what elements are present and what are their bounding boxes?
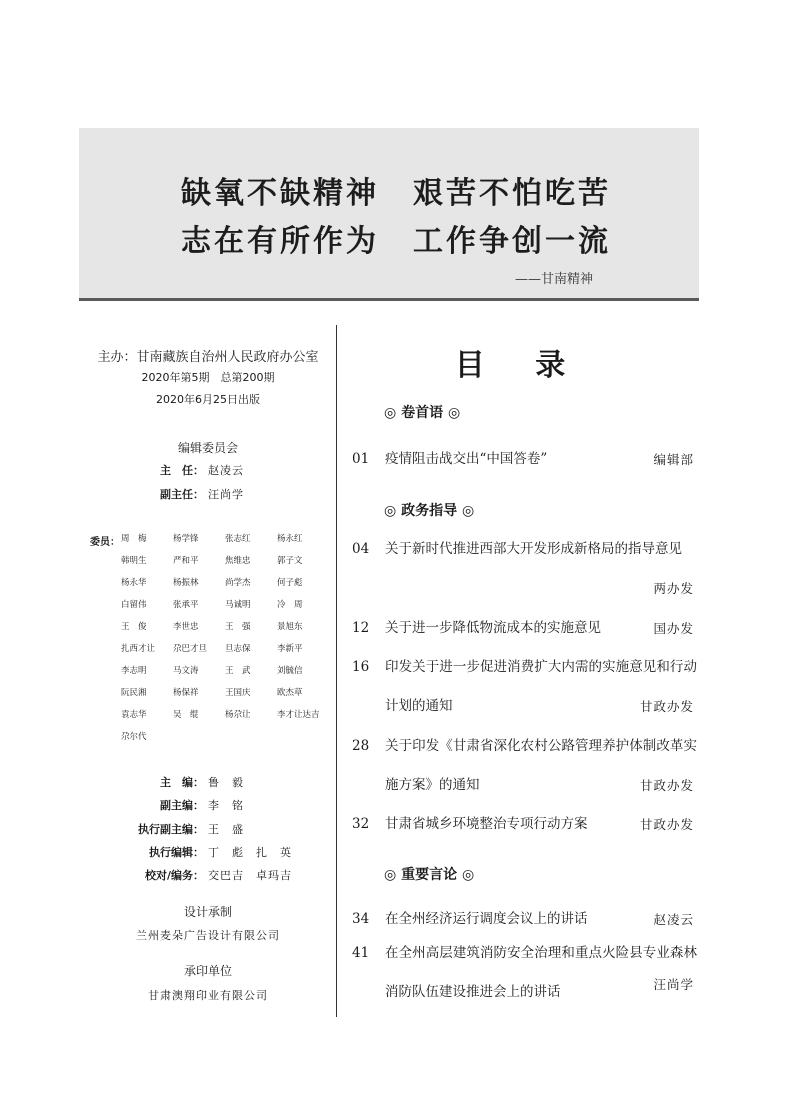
member-name: 周 梅 xyxy=(121,534,147,544)
toc-entry[interactable] xyxy=(352,805,698,844)
chief-editor-label: 主 编： xyxy=(160,776,204,789)
member-name: 杨保祥 xyxy=(173,688,199,698)
toc-entry-author: 国办发 xyxy=(653,621,694,636)
toc-page-number: 34 xyxy=(352,911,370,927)
member-name: 阮民湘 xyxy=(121,688,147,698)
member-name: 马文涛 xyxy=(173,666,199,676)
slogan-line-2 xyxy=(181,216,611,260)
toc-entry[interactable] xyxy=(352,530,698,608)
member-name: 杨永华 xyxy=(121,578,147,588)
toc-entry-author: 甘政办发 xyxy=(639,817,694,832)
sponsor: 主办：甘南藏族自治州人民政府办公室 xyxy=(97,350,319,365)
proof-names: 交巴吉 卓玛吉 xyxy=(208,869,292,882)
design-heading: 设计承制 xyxy=(183,905,232,919)
member-name: 焦维忠 xyxy=(225,556,251,566)
deputy-editor-row xyxy=(84,797,332,813)
committee-heading: 编辑委员会 xyxy=(177,441,238,455)
slogan-line-1 xyxy=(181,168,611,212)
toc-entry-author: 赵凌云 xyxy=(653,912,694,927)
toc-page-number: 28 xyxy=(352,738,370,754)
toc-section-heading: ◎ 政务指导 ◎ xyxy=(384,503,475,519)
deputy-label: 副主任： xyxy=(160,488,204,501)
member-name: 杨永红 xyxy=(277,534,303,544)
member-name: 严和平 xyxy=(173,556,199,566)
toc-page-number: 01 xyxy=(352,451,370,467)
member-name: 李才让达吉 xyxy=(277,710,320,720)
director-row xyxy=(84,462,332,478)
toc-entry-author: 甘政办发 xyxy=(639,778,694,793)
members-grid xyxy=(121,532,331,745)
slogan-phrase: 工作争创一流 xyxy=(413,224,611,259)
member-name: 刘毓信 xyxy=(277,666,303,676)
chief-editor-row xyxy=(84,774,332,790)
toc-page-number: 41 xyxy=(352,945,370,961)
toc-entry[interactable] xyxy=(352,440,698,479)
toc-entry-author: 编辑部 xyxy=(653,452,694,467)
member-name: 杨振林 xyxy=(173,578,199,588)
toc-page-number: 16 xyxy=(352,659,370,675)
toc-entry-title: 关于新时代推进西部大开发形成新格局的指导意见 xyxy=(385,541,682,557)
toc-section-heading: ◎ 重要言论 ◎ xyxy=(384,867,475,883)
exec-deputy-name: 王 盛 xyxy=(208,823,244,836)
toc-entry[interactable] xyxy=(352,609,698,648)
slogan-banner xyxy=(79,128,699,301)
chief-editor-name: 鲁 毅 xyxy=(208,776,244,789)
member-name: 韩明生 xyxy=(121,556,147,566)
member-name: 景旭东 xyxy=(277,622,303,632)
print-heading: 承印单位 xyxy=(183,964,232,978)
toc-entry-title: 在全州经济运行调度会议上的讲话 xyxy=(385,911,588,927)
member-name: 冷 周 xyxy=(277,600,303,610)
publication-date: 2020年6月25日出版 xyxy=(156,393,260,406)
member-name: 李志明 xyxy=(121,666,147,676)
proof-label: 校对/编务： xyxy=(144,869,204,882)
toc-entry-title: 关于进一步降低物流成本的实施意见 xyxy=(385,620,601,636)
toc-entry[interactable] xyxy=(352,934,698,1012)
member-name: 尕巴才旦 xyxy=(173,644,208,654)
toc-entry[interactable] xyxy=(352,727,698,805)
member-name: 旦志保 xyxy=(225,644,251,654)
member-name: 何子彪 xyxy=(277,578,303,588)
slogan-phrase: 志在有所作为 xyxy=(181,224,379,259)
member-name: 扎西才让 xyxy=(121,644,156,654)
toc-page-number: 04 xyxy=(352,541,370,557)
deputy-editor-label: 副主编： xyxy=(160,799,204,812)
toc-page-number: 32 xyxy=(352,816,370,832)
director-label: 主 任： xyxy=(160,464,204,477)
member-name: 王 强 xyxy=(225,622,251,632)
slogan-phrase: 艰苦不怕吃苦 xyxy=(413,176,611,211)
toc-entry-title: 疫情阻击战交出“中国答卷” xyxy=(385,451,548,467)
toc-entry-title: 印发关于进一步促进消费扩大内需的实施意见和行动计划的通知 xyxy=(385,659,697,714)
toc-entry-title: 甘肃省城乡环境整治专项行动方案 xyxy=(385,816,588,832)
member-name: 白留伟 xyxy=(121,600,147,610)
exec-editor-row xyxy=(84,844,332,860)
member-name: 尚学杰 xyxy=(225,578,251,588)
design-company: 兰州麦朵广告设计有限公司 xyxy=(136,929,280,942)
member-name: 袁志华 xyxy=(121,710,147,720)
toc-entry-title: 在全州高层建筑消防安全治理和重点火险县专业森林消防队伍建设推进会上的讲话 xyxy=(385,945,697,1000)
exec-editor-names: 丁 彪 扎 英 xyxy=(208,846,292,859)
member-name: 张承平 xyxy=(173,600,199,610)
toc-title: 目 录 xyxy=(454,348,586,383)
slogan-phrase: 缺氧不缺精神 xyxy=(181,176,379,211)
slogan-attribution: ——甘南精神 xyxy=(514,272,593,287)
member-name: 欧杰草 xyxy=(277,688,303,698)
members-label: 委员： xyxy=(90,537,120,548)
issue-number: 2020年第5期 总第200期 xyxy=(141,371,275,384)
toc-section-heading: ◎ 卷首语 ◎ xyxy=(384,405,461,421)
toc-entry-title: 关于印发《甘肃省深化农村公路管理养护体制改革实施方案》的通知 xyxy=(385,738,697,793)
member-name: 王国庆 xyxy=(225,688,251,698)
toc-entry[interactable] xyxy=(352,648,698,726)
column-divider xyxy=(336,325,337,1017)
exec-editor-label: 执行编辑： xyxy=(149,846,204,859)
member-name: 尕尔代 xyxy=(121,732,147,742)
exec-deputy-label: 执行副主编： xyxy=(138,823,204,836)
toc-entry-author: 甘政办发 xyxy=(639,699,694,714)
print-company: 甘肃澳翔印业有限公司 xyxy=(148,989,268,1002)
toc-entry-author: 汪尚学 xyxy=(653,977,694,992)
deputy-name: 汪尚学 xyxy=(208,488,244,501)
member-name: 王 俊 xyxy=(121,622,147,632)
director-name: 赵凌云 xyxy=(208,464,244,477)
member-name: 张志红 xyxy=(225,534,251,544)
member-name: 李新平 xyxy=(277,644,303,654)
member-name: 吴 绲 xyxy=(173,710,199,720)
member-name: 杨学锋 xyxy=(173,534,199,544)
toc-entry-author: 两办发 xyxy=(653,581,694,596)
member-name: 郭子文 xyxy=(277,556,303,566)
deputy-editor-name: 李 铭 xyxy=(208,799,244,812)
member-name: 杨尕让 xyxy=(225,710,251,720)
member-name: 马诚明 xyxy=(225,600,251,610)
toc-page-number: 12 xyxy=(352,620,370,636)
member-name: 李世忠 xyxy=(173,622,199,632)
deputy-row xyxy=(84,486,332,502)
exec-deputy-row xyxy=(84,821,332,837)
member-name: 王 武 xyxy=(225,666,251,676)
proof-row xyxy=(84,867,332,883)
